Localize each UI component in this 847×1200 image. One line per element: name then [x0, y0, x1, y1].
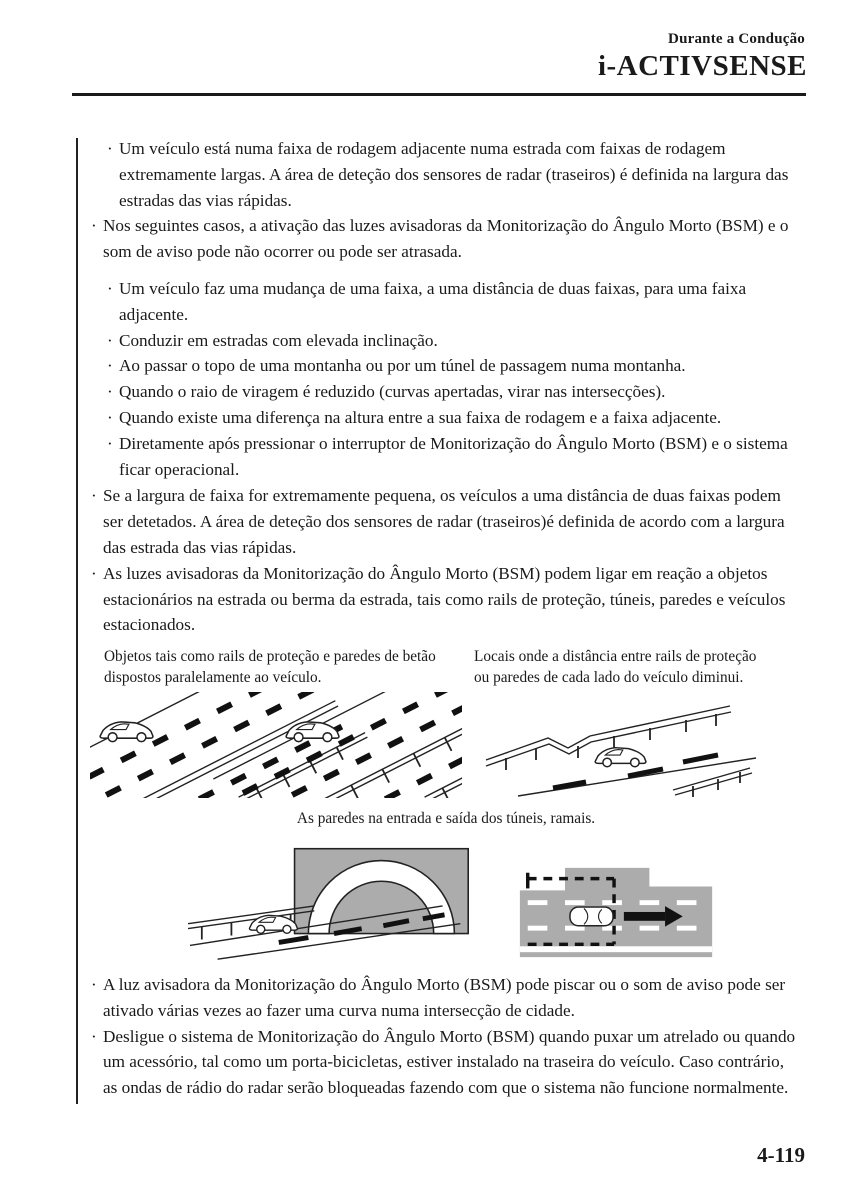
header-section-label: Durante a Condução — [668, 31, 805, 47]
tunnel-icon — [295, 849, 469, 934]
figure-caption-left: Objetos tais como rails de proteção e paredes de betão dispostos paralelamente ao veículo. — [104, 648, 436, 686]
bullet-item — [106, 136, 802, 213]
car-icon — [286, 722, 339, 742]
bullet-item — [90, 1024, 802, 1101]
sub-bullet-item — [106, 405, 802, 431]
car-icon — [570, 907, 613, 926]
bullet-item — [90, 972, 802, 1024]
note-left-border — [76, 138, 78, 1104]
bullet-text: Quando o raio de viragem é reduzido (curvas apertadas, virar nas intersecções). — [119, 382, 666, 402]
tunnel-entrance-illustration — [188, 842, 484, 960]
bullet-text: Se a largura de faixa for extremamente pequena, os veículos a uma distância de duas faixas podem ser detetados. A área de deteção dos sensores de radar (traseiros)é definida de acordo com a largura das estrada das vias rápidas. — [103, 486, 785, 557]
note-content — [90, 136, 802, 1101]
sub-bullet-list — [90, 276, 802, 482]
sub-bullet-item — [106, 431, 802, 483]
bullet-text: Ao passar o topo de uma montanha ou por um túnel de passagem numa montanha. — [119, 356, 686, 376]
page-title: i-ACTIVSENSE — [597, 50, 807, 82]
car-icon — [595, 748, 646, 767]
figure-row-parallel-objects — [90, 692, 802, 798]
bullet-item — [90, 483, 802, 560]
road-with-guardrail-scene — [213, 692, 462, 798]
parallel-objects-illustration — [90, 692, 462, 798]
sub-bullet-item — [106, 379, 802, 405]
figure-row-tunnels — [188, 842, 802, 960]
bullet-text: As luzes avisadoras da Monitorização do Ângulo Morto (BSM) podem ligar em reação a objetos estacionários na estrada ou berma da estrada, tais como rails de proteção, túneis, paredes e veículos estacionados. — [103, 563, 786, 635]
sub-bullet-item — [106, 353, 802, 379]
figure-caption-center: As paredes na entrada e saída dos túneis, ramais. — [296, 810, 596, 828]
header-rule — [72, 93, 806, 96]
sub-bullet-item — [106, 276, 802, 328]
figure-caption-right: Locais onde a distância entre rails de proteção ou paredes de cada lado do veículo diminui. — [474, 648, 757, 686]
car-icon — [100, 722, 153, 742]
bullet-text: Um veículo está numa faixa de rodagem adjacente numa estrada com faixas de rodagem extremamente largas. A área de deteção dos sensores de radar (traseiros) é definida na largura das estradas das vias rápidas. — [119, 139, 789, 210]
bullet-text: Quando existe uma diferença na altura entre a sua faixa de rodagem e a faixa adjacente. — [119, 407, 722, 427]
bullet-text: A luz avisadora da Monitorização do Ângulo Morto (BSM) pode piscar ou o som de aviso pode ser ativado várias vezes ao fazer uma curva numa intersecção de cidade. — [103, 974, 786, 1020]
road-edge-line — [520, 946, 712, 952]
bullet-text: Desligue o sistema de Monitorização do Ângulo Morto (BSM) quando puxar um atrelado ou quando um acessório, tal como um porta-bicicletas, estiver instalado na traseira do veículo. Caso contrário, as ondas de rádio do radar serão bloqueadas fazendo com que o sistema não funcione normalmente. — [103, 1026, 796, 1098]
sub-bullet-item — [106, 328, 802, 354]
page-number: 4-119 — [757, 1143, 805, 1167]
bullet-item — [90, 561, 802, 638]
bullet-text: Diretamente após pressionar o interruptor de Monitorização do Ângulo Morto (BSM) e o sistema ficar operacional. — [119, 433, 788, 479]
bullet-text: Um veículo faz uma mudança de uma faixa, a uma distância de duas faixas, para uma faixa adjacente. — [119, 278, 747, 324]
road-with-wall-scene — [90, 692, 371, 798]
bullet-item — [90, 213, 802, 265]
guardrail-icon — [673, 768, 752, 797]
closing-bullets — [90, 972, 802, 1101]
bullet-text: Nos seguintes casos, a ativação das luzes avisadoras da Monitorização do Ângulo Morto (BSM) e o som de aviso pode não ocorrer ou pode ser atrasada. — [103, 216, 789, 262]
narrowing-guardrail-illustration — [478, 698, 758, 798]
aerial-road-detection-illustration — [514, 860, 720, 960]
bullet-text: Conduzir em estradas com elevada inclinação. — [119, 330, 438, 350]
figure-captions-row — [90, 647, 802, 688]
